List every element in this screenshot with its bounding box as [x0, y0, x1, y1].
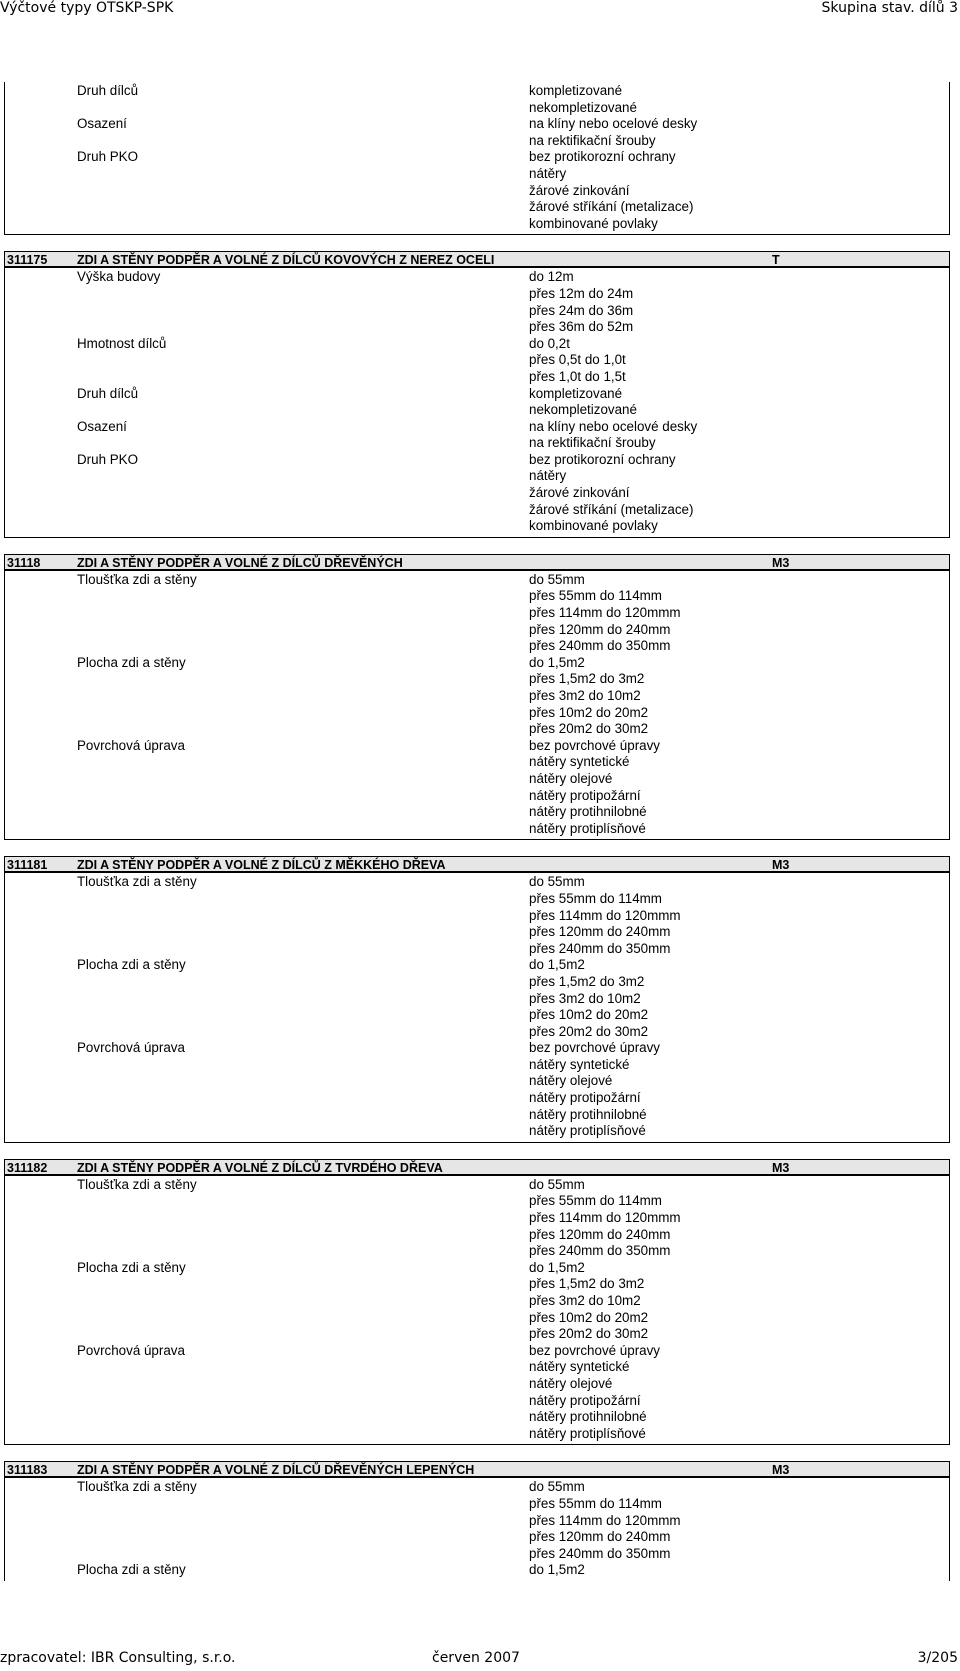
parameter-value: přes 10m2 do 20m2	[529, 1309, 649, 1325]
parameter-value: do 55mm	[529, 874, 585, 890]
parameter-value: přes 3m2 do 10m2	[529, 1293, 641, 1308]
parameter-label: Plocha zdi a stěny	[77, 654, 186, 670]
parameter-label: Výška budovy	[77, 269, 161, 285]
parameter-value: do 1,5m2	[529, 1259, 585, 1275]
parameter-values	[529, 1177, 949, 1260]
parameter-value: přes 240mm do 350mm	[529, 940, 671, 956]
parameter-value: na klíny nebo ocelové desky	[529, 418, 698, 434]
parameter-value: přes 10m2 do 20m2	[529, 1007, 649, 1023]
section-code: 311182	[7, 1160, 48, 1175]
parameter-value: nátěry protihnilobné	[529, 1106, 647, 1122]
section-spacer	[4, 538, 950, 554]
parameter-value: kombinované povlaky	[529, 518, 658, 534]
parameter-value: nátěry protiplísňové	[529, 1425, 646, 1441]
parameter-value: nátěry syntetické	[529, 1056, 630, 1072]
parameter-value: nátěry protipožární	[529, 787, 641, 803]
parameter-value: přes 114mm do 120mmm	[529, 1512, 681, 1528]
section-code: 31118	[7, 555, 41, 570]
section-header	[4, 554, 950, 571]
parameter-value: žárové stříkání (metalizace)	[529, 501, 694, 517]
section-body	[4, 82, 950, 235]
section-spacer	[4, 235, 950, 251]
parameter-value: přes 1,5m2 do 3m2	[529, 1276, 645, 1292]
parameter-values	[529, 336, 949, 386]
parameter-group	[5, 572, 949, 655]
parameter-value: nátěry protihnilobné	[529, 1409, 647, 1425]
parameter-value: přes 120mm do 240mm	[529, 621, 671, 637]
parameter-values	[529, 655, 949, 738]
parameter-value: přes 240mm do 350mm	[529, 1243, 671, 1259]
parameter-value: přes 114mm do 120mmm	[529, 605, 681, 621]
section-header	[4, 856, 950, 873]
section-header	[4, 1461, 950, 1478]
parameter-value: přes 36m do 52m	[529, 319, 634, 335]
parameter-values	[529, 386, 949, 419]
parameter-value: do 1,5m2	[529, 654, 585, 670]
parameter-value: do 0,2t	[529, 335, 570, 351]
parameter-value: přes 120mm do 240mm	[529, 1226, 671, 1242]
section-title: ZDI A STĚNY PODPĚR A VOLNÉ Z DÍLCŮ DŘEVĚNÝCH	[77, 555, 403, 570]
parameter-value: bez povrchové úpravy	[529, 737, 661, 753]
document-body	[4, 82, 950, 1581]
parameter-value: do 12m	[529, 269, 574, 285]
section-body	[4, 1478, 950, 1581]
parameter-value: bez protikorozní ochrany	[529, 451, 676, 467]
parameter-values	[529, 1040, 949, 1140]
footer-author: zpracovatel: IBR Consulting, s.r.o.	[0, 1650, 236, 1666]
header-title: Výčtové typy OTSKP-SPK	[0, 0, 174, 16]
parameter-value: přes 1,5m2 do 3m2	[529, 973, 645, 989]
parameter-value: nátěry syntetické	[529, 754, 630, 770]
parameter-value: přes 114mm do 120mmm	[529, 1210, 681, 1226]
parameter-value: nátěry	[529, 468, 567, 484]
parameter-label: Povrchová úprava	[77, 1040, 185, 1056]
section-code: 311181	[7, 858, 48, 873]
parameter-group	[5, 386, 949, 419]
parameter-value: přes 55mm do 114mm	[529, 1495, 662, 1511]
section	[4, 251, 950, 538]
parameter-label: Hmotnost dílců	[77, 335, 167, 351]
parameter-value: přes 3m2 do 10m2	[529, 688, 641, 703]
parameter-value: přes 55mm do 114mm	[529, 588, 662, 604]
section	[4, 554, 950, 841]
parameter-label: Druh dílců	[77, 385, 139, 401]
section-spacer	[4, 1143, 950, 1159]
parameter-group	[5, 1343, 949, 1443]
parameter-value: přes 55mm do 114mm	[529, 1193, 662, 1209]
parameter-value: přes 20m2 do 30m2	[529, 1326, 649, 1342]
parameter-value: přes 10m2 do 20m2	[529, 704, 649, 720]
parameter-value: kombinované povlaky	[529, 215, 658, 231]
parameter-values	[529, 738, 949, 838]
parameter-values	[529, 419, 949, 452]
parameter-values	[529, 269, 949, 335]
parameter-value: žárové zinkování	[529, 182, 630, 198]
parameter-group	[5, 83, 949, 116]
parameter-group	[5, 269, 949, 335]
parameter-label: Povrchová úprava	[77, 737, 185, 753]
parameter-label: Plocha zdi a stěny	[77, 1562, 186, 1578]
parameter-value: nátěry protipožární	[529, 1090, 641, 1106]
parameter-value: přes 24m do 36m	[529, 302, 634, 318]
parameter-value: bez protikorozní ochrany	[529, 149, 676, 165]
parameter-values	[529, 572, 949, 655]
parameter-values	[529, 1260, 949, 1343]
footer-page-number: 3/205	[917, 1650, 958, 1666]
parameter-value: přes 1,0t do 1,5t	[529, 368, 626, 384]
parameter-value: přes 12m do 24m	[529, 285, 634, 301]
parameter-value: přes 3m2 do 10m2	[529, 990, 641, 1006]
parameter-group	[5, 419, 949, 452]
parameter-label: Plocha zdi a stěny	[77, 957, 186, 973]
parameter-value: do 55mm	[529, 1479, 585, 1495]
parameter-group	[5, 336, 949, 386]
parameter-value: žárové zinkování	[529, 485, 630, 501]
parameter-label: Tloušťka zdi a stěny	[77, 1479, 197, 1495]
section-unit: M3	[772, 1463, 790, 1478]
parameter-value: přes 20m2 do 30m2	[529, 1023, 649, 1039]
parameter-value: na rektifikační šrouby	[529, 132, 656, 148]
parameter-label: Tloušťka zdi a stěny	[77, 571, 197, 587]
parameter-value: nátěry	[529, 165, 567, 181]
parameter-value: nátěry protihnilobné	[529, 804, 647, 820]
parameter-values	[529, 452, 949, 535]
parameter-value: do 1,5m2	[529, 957, 585, 973]
parameter-value: přes 55mm do 114mm	[529, 890, 662, 906]
parameter-values	[529, 874, 949, 957]
section-title: ZDI A STĚNY PODPĚR A VOLNÉ Z DÍLCŮ KOVOVÝCH Z NEREZ OCELI	[77, 253, 495, 268]
parameter-value: přes 0,5t do 1,0t	[529, 352, 626, 368]
parameter-label: Osazení	[77, 418, 127, 434]
section-header	[4, 251, 950, 268]
section-unit: M3	[772, 1160, 790, 1175]
parameter-values	[529, 83, 949, 116]
parameter-value: nátěry olejové	[529, 1375, 613, 1391]
parameter-group	[5, 957, 949, 1040]
parameter-values	[529, 116, 949, 149]
parameter-value: nátěry olejové	[529, 770, 613, 786]
parameter-value: kompletizované	[529, 83, 623, 98]
section-spacer	[4, 1445, 950, 1461]
parameter-values	[529, 957, 949, 1040]
parameter-values	[529, 1343, 949, 1443]
section-header	[4, 1159, 950, 1176]
parameter-label: Druh PKO	[77, 451, 139, 467]
parameter-value: přes 120mm do 240mm	[529, 924, 671, 940]
parameter-group	[5, 1040, 949, 1140]
parameter-value: přes 240mm do 350mm	[529, 1545, 671, 1561]
parameter-group	[5, 116, 949, 149]
parameter-group	[5, 452, 949, 535]
parameter-value: bez povrchové úpravy	[529, 1342, 661, 1358]
parameter-value: nátěry syntetické	[529, 1359, 630, 1375]
section-body	[4, 571, 950, 841]
parameter-values	[529, 1479, 949, 1562]
parameter-label: Druh dílců	[77, 83, 139, 98]
parameter-value: přes 114mm do 120mmm	[529, 907, 681, 923]
parameter-value: na rektifikační šrouby	[529, 435, 656, 451]
parameter-group	[5, 1479, 949, 1562]
parameter-value: do 1,5m2	[529, 1562, 585, 1578]
parameter-group	[5, 874, 949, 957]
section-title: ZDI A STĚNY PODPĚR A VOLNÉ Z DÍLCŮ Z TVRDÉHO DŘEVA	[77, 1160, 443, 1175]
parameter-group	[5, 1177, 949, 1260]
parameter-label: Povrchová úprava	[77, 1342, 185, 1358]
parameter-label: Druh PKO	[77, 149, 139, 165]
section-body	[4, 268, 950, 538]
section	[4, 1159, 950, 1446]
section-unit: M3	[772, 555, 790, 570]
section	[4, 1461, 950, 1581]
section	[4, 856, 950, 1143]
section-title: ZDI A STĚNY PODPĚR A VOLNÉ Z DÍLCŮ DŘEVĚNÝCH LEPENÝCH	[77, 1463, 475, 1478]
page-footer	[0, 1650, 960, 1668]
header-group: Skupina stav. dílů 3	[821, 0, 958, 16]
parameter-value: kompletizované	[529, 385, 623, 401]
parameter-values	[529, 1562, 949, 1579]
footer-date: červen 2007	[432, 1650, 520, 1666]
parameter-group	[5, 1260, 949, 1343]
parameter-group	[5, 149, 949, 232]
parameter-label: Plocha zdi a stěny	[77, 1259, 186, 1275]
parameter-values	[529, 149, 949, 232]
parameter-value: žárové stříkání (metalizace)	[529, 199, 694, 215]
parameter-value: nátěry protipožární	[529, 1392, 641, 1408]
parameter-value: přes 240mm do 350mm	[529, 638, 671, 654]
parameter-value: do 55mm	[529, 571, 585, 587]
section	[4, 82, 950, 235]
parameter-label: Tloušťka zdi a stěny	[77, 874, 197, 890]
parameter-value: nátěry protiplísňové	[529, 820, 646, 836]
section-body	[4, 873, 950, 1143]
section-unit: M3	[772, 858, 790, 873]
parameter-value: nekompletizované	[529, 99, 637, 115]
parameter-label: Tloušťka zdi a stěny	[77, 1176, 197, 1192]
parameter-group	[5, 738, 949, 838]
parameter-value: nátěry protiplísňové	[529, 1123, 646, 1139]
parameter-value: nekompletizované	[529, 402, 637, 418]
section-code: 311175	[7, 253, 48, 268]
parameter-value: nátěry olejové	[529, 1073, 613, 1089]
section-code: 311183	[7, 1463, 48, 1478]
parameter-label: Osazení	[77, 116, 127, 132]
parameter-value: přes 120mm do 240mm	[529, 1529, 671, 1545]
parameter-group	[5, 655, 949, 738]
section-spacer	[4, 840, 950, 856]
parameter-value: bez povrchové úpravy	[529, 1040, 661, 1056]
section-title: ZDI A STĚNY PODPĚR A VOLNÉ Z DÍLCŮ Z MĚKKÉHO DŘEVA	[77, 858, 446, 873]
parameter-value: přes 20m2 do 30m2	[529, 721, 649, 737]
parameter-value: přes 1,5m2 do 3m2	[529, 671, 645, 687]
section-unit: T	[772, 253, 780, 268]
parameter-value: na klíny nebo ocelové desky	[529, 116, 698, 132]
parameter-group	[5, 1562, 949, 1579]
page-header	[0, 0, 960, 18]
section-body	[4, 1176, 950, 1446]
parameter-value: do 55mm	[529, 1176, 585, 1192]
